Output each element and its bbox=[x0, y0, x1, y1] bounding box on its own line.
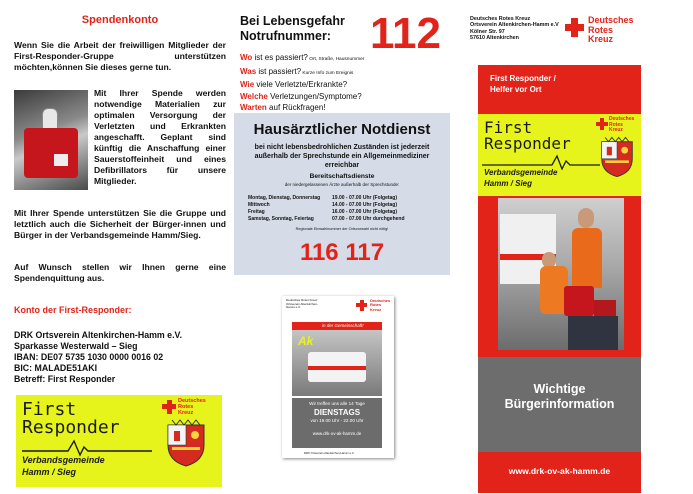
w-questions-list bbox=[240, 52, 450, 114]
medical-bag-shape bbox=[24, 128, 78, 178]
account-line: BIC: MALADE51AKI bbox=[14, 363, 98, 373]
donation-title: Spendenkonto bbox=[81, 14, 159, 26]
doctor-service-box bbox=[234, 113, 450, 275]
cover-subtitle-2: Helfer vor Ort bbox=[490, 85, 542, 94]
logo-responder: Responder bbox=[22, 417, 120, 438]
first-responder-logo-cover bbox=[478, 114, 641, 196]
cover-subtitle-1: First Responder / bbox=[490, 74, 556, 83]
flyer-meet-time: von 19.00 Uhr - 22.00 Uhr bbox=[310, 418, 364, 423]
logo-drk-2: Rotes bbox=[609, 121, 623, 128]
flyer-footer: DRK Ortsverein Altenkirchen-Hamm e.V. bbox=[304, 451, 355, 455]
responders-photo bbox=[498, 198, 624, 350]
flyer-ak-text: Ak bbox=[298, 334, 314, 348]
coat-of-arms-icon bbox=[166, 419, 206, 467]
cover-url[interactable]: www.drk-ov-ak-hamm.de bbox=[508, 466, 611, 476]
bereitschaft-heading: Bereitschaftsdienste bbox=[309, 173, 375, 180]
flyer-meet-day: DIENSTAGS bbox=[313, 408, 361, 417]
coat-of-arms-icon bbox=[600, 136, 634, 178]
red-cross-icon-v bbox=[167, 400, 172, 414]
cover-title-2: Bürgerinformation bbox=[504, 397, 615, 411]
doctor-service-number: 116 117 bbox=[299, 239, 385, 266]
flyer-banner: in der Gemeinschaft! bbox=[292, 322, 382, 330]
logo-drk-3: Kreuz bbox=[178, 410, 194, 416]
emergency-number: 112 bbox=[370, 9, 441, 58]
logo-responder: Responder bbox=[484, 134, 571, 153]
logo-first: First bbox=[484, 118, 533, 137]
logo-first: First bbox=[22, 399, 77, 420]
account-line: Betreff: First Responder bbox=[14, 374, 116, 384]
logo-drk-2: Rotes bbox=[178, 404, 194, 410]
account-title: Konto der First-Responder: bbox=[14, 305, 132, 315]
flyer-url: www.drk-ov-ak-hamm.de bbox=[312, 431, 362, 436]
medical-bag-shape bbox=[564, 286, 594, 316]
logo-drk-1: Deutsches bbox=[178, 398, 206, 404]
account-line: Sparkasse Westerwald – Sieg bbox=[14, 341, 138, 351]
hours-row: Mittwoch 14.00 - 07.00 Uhr (Folgetag) bbox=[248, 202, 398, 208]
ambulance-shape bbox=[308, 352, 366, 382]
address-line: Ortsverein Altenkirchen-Hamm e.V bbox=[470, 22, 559, 29]
w-question: Welche Verletzungen/Symptome? bbox=[240, 91, 362, 101]
logo-sub-1: Verbandsgemeinde bbox=[484, 168, 558, 177]
doctor-service-sub: bei nicht lebensbedrohlichen Zuständen ist jederzeit außerhalb der Sprechstunde ein Allgemeinmediziner erreichbar bbox=[254, 144, 430, 169]
drk-wordmark: Deutsches Rotes Kreuz bbox=[588, 15, 634, 45]
account-details bbox=[14, 330, 226, 385]
account-line: IBAN: DE07 5735 1030 0000 0016 02 bbox=[14, 352, 164, 362]
hours-table bbox=[248, 195, 438, 223]
hours-row: Montag, Dienstag, Donnerstag 19.00 - 07.00 Uhr (Folgetag) bbox=[248, 195, 398, 201]
hours-row: Samstag, Sonntag, Feiertag 07.00 - 07.00 Uhr durchgehend bbox=[248, 216, 405, 222]
first-responder-logo bbox=[16, 395, 222, 487]
cover-title bbox=[478, 382, 641, 412]
responder-vest-shape bbox=[572, 228, 602, 288]
address-line: Kölner Str. 97 bbox=[470, 28, 505, 35]
logo-drk-1: Deutsches bbox=[609, 116, 635, 122]
doctor-service-title: Hausärztlicher Notdienst bbox=[253, 121, 431, 138]
donation-purpose: Mit Ihrer Spende werden notwendige Materialien zur optimalen Versorgung der Verletzten und Erkrankten angeschafft. Geplant sind künftig die Anschaffung einer Sauerstoffeinheit und eines Defibrillators für unsere Mitglieder. bbox=[94, 88, 226, 186]
address-line: 57610 Altenkirchen bbox=[470, 35, 519, 42]
emergency-heading-2: Notrufnummer: bbox=[240, 29, 331, 43]
emergency-heading-1: Bei Lebensgefahr bbox=[240, 14, 345, 28]
red-cross-icon-v bbox=[571, 18, 578, 37]
logo-sub-1: Verbandsgemeinde bbox=[22, 455, 105, 465]
address-block bbox=[470, 16, 559, 42]
w-question: Wie viele Verletzte/Erkrankte? bbox=[240, 80, 348, 90]
donation-receipt: Auf Wunsch stellen wir Ihnen gerne eine Spendenquittung aus. bbox=[14, 262, 226, 283]
equipment-photo bbox=[14, 90, 88, 190]
flyer-meeting-box bbox=[292, 398, 382, 448]
donation-support: Mit Ihrer Spende unterstützen Sie die Gruppe und letztlich auch die Sicherheit der Bürger-innen und Bürger in der Verbandsgemeinde Hamm/Sieg. bbox=[14, 208, 226, 240]
logo-drk-3: Kreuz bbox=[609, 127, 623, 133]
cover-subtitle bbox=[490, 73, 556, 95]
meeting-flyer bbox=[282, 296, 394, 458]
red-cross-icon-v bbox=[600, 118, 604, 130]
bereitschaft-note: der niedergelassenen Ärzte außerhalb der Sprechstunde: bbox=[284, 182, 400, 187]
address-line: Deutsches Rotes Kreuz bbox=[470, 16, 531, 22]
logo-sub-2: Hamm / Sieg bbox=[22, 467, 77, 477]
flyer-ambulance-photo bbox=[292, 330, 382, 396]
account-line: DRK Ortsverein Altenkirchen-Hamm e.V. bbox=[14, 330, 183, 340]
flyer-drk: Deutsches Rotes Kreuz bbox=[370, 298, 391, 312]
region-note: Regionale Einwahlnummer der Ortsvorwahl nicht nötig! bbox=[295, 227, 389, 231]
red-cross-icon-v bbox=[360, 300, 364, 311]
w-question: Warten auf Rückfragen! bbox=[240, 103, 326, 113]
w-question: Was ist passiert? Kurze Info zum Ereignis bbox=[240, 66, 354, 76]
donation-intro: Wenn Sie die Arbeit der freiwilligen Mitglieder der First-Responder-Gruppe unterstützen möchten,können Sie dieses gerne tun. bbox=[14, 40, 226, 72]
flyer-header: Deutsches Rotes Kreuz Ortsverein Altenkirchen-Hamm e.V. bbox=[286, 298, 319, 310]
flyer-meet-line: Wir treffen uns alle 14 Tage bbox=[309, 401, 365, 406]
person-head-shape bbox=[578, 208, 594, 228]
cover-title-1: Wichtige bbox=[533, 382, 586, 396]
label-shape bbox=[54, 154, 68, 166]
emergency-heading bbox=[240, 14, 345, 44]
logo-sub-2: Hamm / Sieg bbox=[484, 179, 533, 188]
legs-shape bbox=[568, 316, 618, 350]
hours-row: Freitag 16.00 - 07.00 Uhr (Folgetag) bbox=[248, 209, 398, 215]
w-question: Wo ist es passiert? Ort, Straße, Hausnummer bbox=[240, 53, 365, 62]
